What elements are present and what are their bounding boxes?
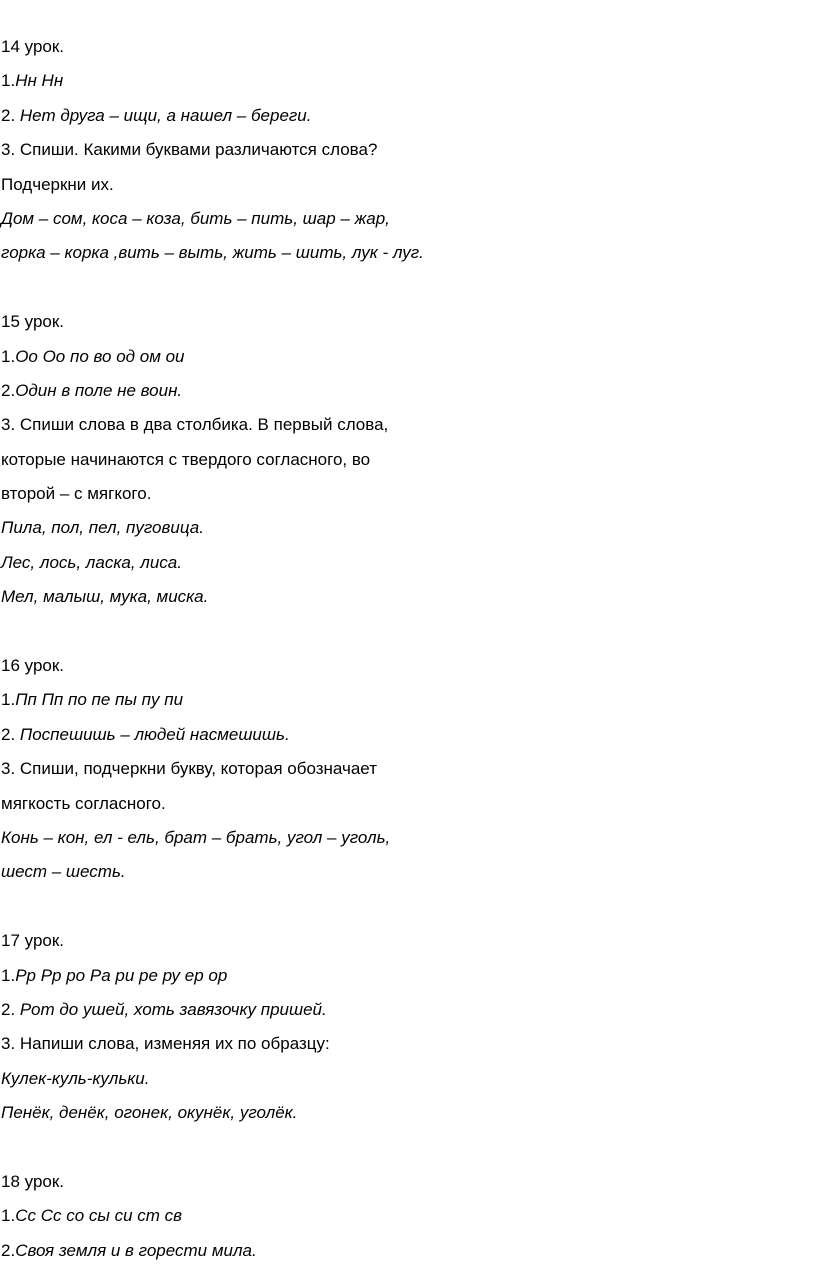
text-segment: 1. [1,346,16,366]
text-segment: 1. [1,690,16,710]
text-line [0,202,816,236]
text-line [0,64,816,98]
lesson-heading: 14 урок. [1,37,65,56]
italic-text-segment: Сс Сс со сы си ст св [15,1206,183,1226]
text-segment: 3. Спиши слова в два столбика. В первый слова, [1,415,389,435]
italic-text-segment: Конь – кон, ел - ель, брат – брать, угол – уголь, [1,827,391,847]
text-line [0,511,816,545]
section-gap [0,615,816,649]
text-line [0,683,816,717]
italic-text-segment: Нет друга – ищи, а нашел – береги. [19,105,312,125]
italic-text-segment: Оо Оо по во од ом ои [15,346,185,366]
text-segment: 1. [1,1206,16,1226]
text-segment: второй – с мягкого. [1,484,152,504]
text-line [0,340,816,374]
text-line [0,477,816,511]
text-line [0,1234,816,1268]
text-segment: которые начинаются с твердого согласного, во [1,449,371,469]
text-segment: 2. [1,105,20,125]
italic-text-segment: Пенёк, денёк, огонек, окунёк, уголёк. [1,1103,298,1123]
text-line [0,374,816,408]
text-line [0,99,816,133]
text-segment: 3. Спиши, подчеркни букву, которая обозначает [1,759,377,779]
text-line [0,1027,816,1061]
text-line [0,787,816,821]
italic-text-segment: Рр Рр ро Ра ри ре ру ер ор [15,965,228,985]
text-line [0,580,816,614]
lesson-section [0,649,816,890]
text-line [0,443,816,477]
text-line [0,752,816,786]
text-line [0,236,816,270]
section-gap [0,890,816,924]
text-line [0,133,816,167]
text-line [0,855,816,889]
italic-text-segment: шест – шесть. [1,862,126,882]
italic-text-segment: Лес, лось, ласка, лиса. [1,552,182,572]
section-gap [0,271,816,305]
section-gap [0,1131,816,1165]
text-segment: 2. [1,724,20,744]
document-page [0,30,816,1268]
lesson-heading: 17 урок. [1,931,65,951]
text-segment: 1. [1,71,16,91]
text-segment: Подчеркни их. [1,174,114,194]
text-segment: 3. Спиши. Какими буквами различаются слова? [1,140,378,160]
text-line [0,959,816,993]
text-segment: 3. Напиши слова, изменяя их по образцу: [1,1034,330,1054]
text-line [0,546,816,580]
lesson-heading: 16 урок. [1,656,65,676]
lesson-heading: 18 урок. [1,1171,65,1191]
italic-text-segment: Дом – сом, коса – коза, бить – пить, шар – жар, [1,208,390,228]
italic-text-segment: Кулек-куль-кульки. [1,1068,150,1088]
lesson-section [0,30,816,271]
text-line [0,821,816,855]
lesson-section [0,924,816,1130]
text-line [0,993,816,1027]
italic-text-segment: горка – корка ,вить – выть, жить – шить, лук - луг. [1,243,424,263]
text-segment: 2. [1,380,16,400]
italic-text-segment: Пп Пп по пе пы пу пи [15,690,184,710]
text-line [0,718,816,752]
text-segment: мягкость согласного. [1,793,166,813]
italic-text-segment: Рот до ушей, хоть завязочку пришей. [19,999,327,1019]
text-line [0,408,816,442]
italic-text-segment: Поспешишь – людей насмешишь. [19,724,290,744]
italic-text-segment: Своя земля и в горести мила. [15,1240,257,1260]
text-line [0,1096,816,1130]
text-segment: 2. [1,999,20,1019]
italic-text-segment: Мел, малыш, мука, миска. [1,587,209,607]
text-line [0,168,816,202]
lesson-section [0,1165,816,1268]
lesson-heading: 15 урок. [1,312,65,332]
text-segment: 1. [1,965,16,985]
text-line [0,1062,816,1096]
italic-text-segment: Один в поле не воин. [15,380,183,400]
text-segment: 2. [1,1240,16,1260]
italic-text-segment: Нн Нн [15,71,64,91]
italic-text-segment: Пила, пол, пел, пуговица. [1,518,204,538]
text-line [0,1199,816,1233]
lesson-section [0,305,816,615]
